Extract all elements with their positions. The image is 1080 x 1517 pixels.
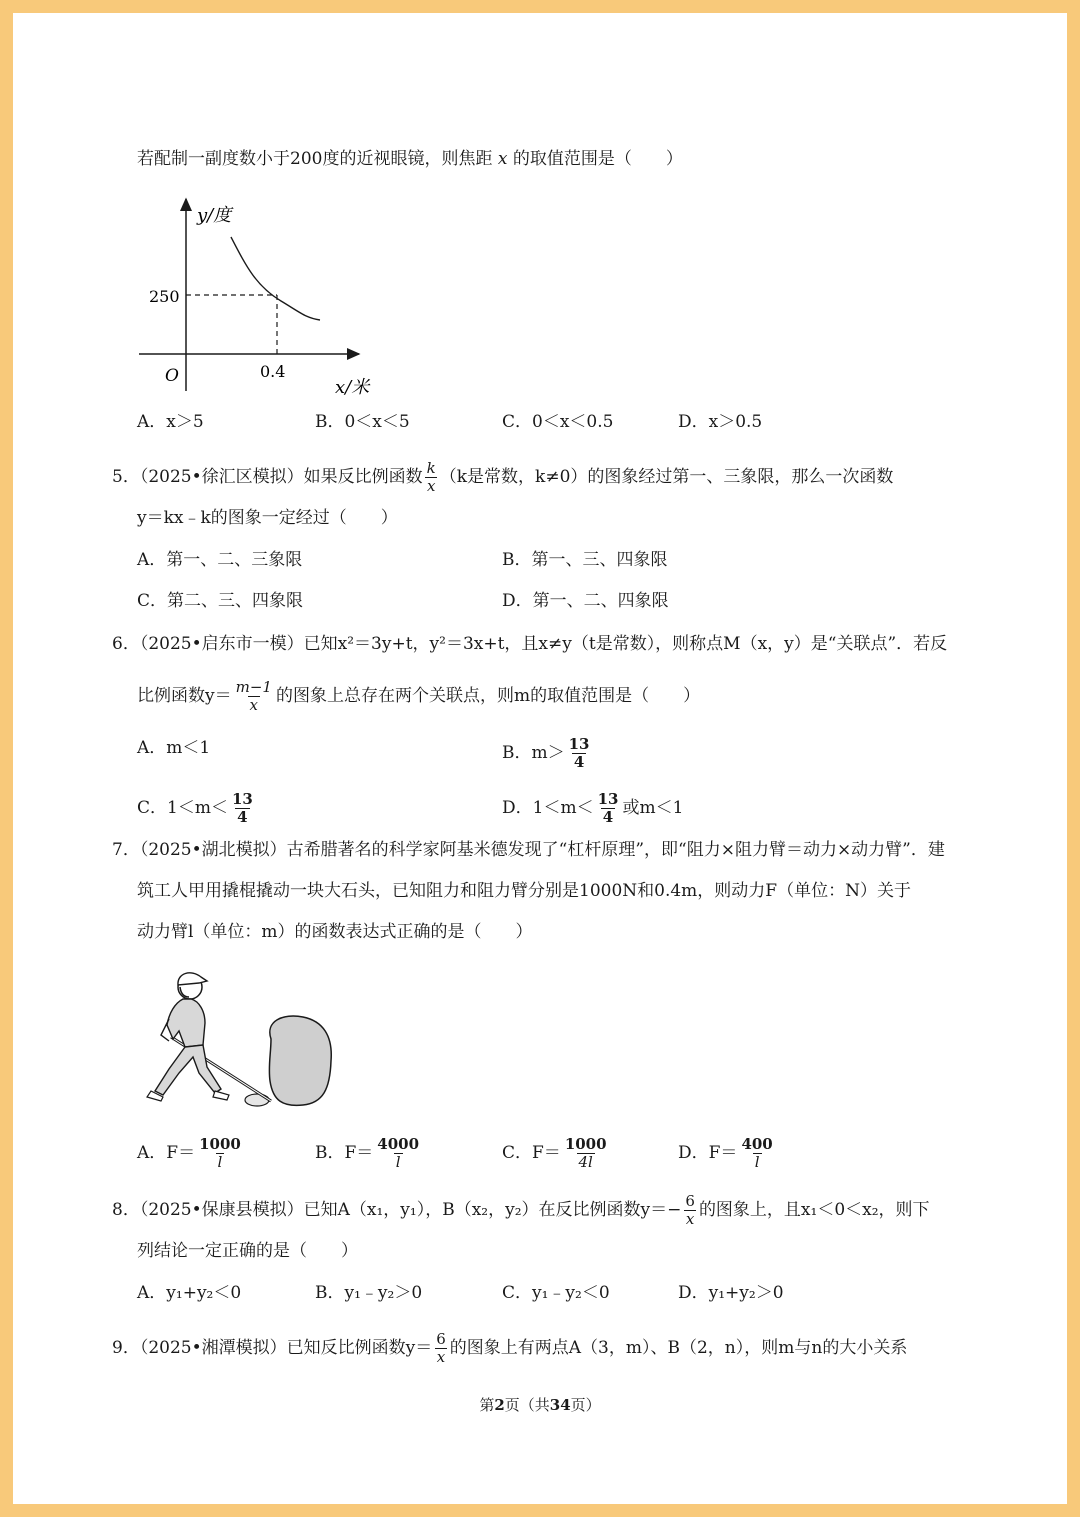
q4-option-c: C．0＜x＜0.5 <box>502 412 614 432</box>
q7-option-a: A．F＝ $\frac{1000}{l}$ <box>137 1135 241 1171</box>
total-page-count: 34 <box>549 1396 571 1414</box>
q4-option-a: A．x＞5 <box>137 412 204 432</box>
q6-option-b: B．m＞ $\frac{13}{4}$ <box>502 735 590 771</box>
q5-line2: y＝kx﹣k的图象一定经过（ ） <box>137 508 398 528</box>
q8-option-d: D．y₁+y₂＞0 <box>678 1283 784 1303</box>
q5-option-d: D．第一、二、四象限 <box>502 591 669 611</box>
q6-source: （2025•启东市一模） <box>139 634 304 654</box>
y-axis-label: y/度 <box>197 205 232 226</box>
q4-option-d: D．x＞0.5 <box>678 412 763 432</box>
page-footer: 第2页（共34页） <box>479 1396 601 1414</box>
q8-line1: 8．（2025•保康县模拟）已知A（x₁，y₁），B（x₂，y₂）在反比例函数y＝− $\frac{6}{x}$ 的图象上，且x₁＜0＜x₂，则下 <box>112 1192 930 1228</box>
origin-label: O <box>165 366 179 386</box>
q7-line3: 动力臂l（单位：m）的函数表达式正确的是（ ） <box>137 922 533 942</box>
worker-body <box>167 999 205 1047</box>
q7-line1: 7．（2025•湖北模拟）古希腊著名的科学家阿基米德发现了“杠杆原理”，即“阻力×阻力臂＝动力×动力臂”．建 <box>112 840 945 860</box>
q6-fraction: $\frac{m-1}{x}$ <box>235 678 272 714</box>
q5-fraction: $\frac{k}{x}$ <box>426 459 436 495</box>
x-tick-label: 0.4 <box>260 362 286 381</box>
document-page <box>13 13 1067 1504</box>
x-axis-label: x/米 <box>335 377 370 398</box>
q6-line2: 比例函数y＝ $\frac{m-1}{x}$ 的图象上总存在两个关联点，则m的取值范围是（ ） <box>137 678 701 714</box>
lever-worker-illustration <box>133 961 343 1116</box>
q8-source: （2025•保康县模拟） <box>139 1200 304 1220</box>
q9-source: （2025•湘潭模拟） <box>139 1338 287 1358</box>
q6-number: 6． <box>112 634 140 654</box>
q8-option-b: B．y₁﹣y₂＞0 <box>315 1283 423 1303</box>
q4-stem: 若配制一副度数小于200度的近视眼镜，则焦距 x 的取值范围是（ ） <box>137 149 683 169</box>
q5-source: （2025•徐汇区模拟） <box>139 467 304 487</box>
q5-line1: 5．（2025•徐汇区模拟）如果反比例函数 $\frac{k}{x}$ （k是常数，k≠0）的图象经过第一、三象限，那么一次函数 <box>112 459 894 495</box>
q4-graph <box>131 191 391 401</box>
q8-line2: 列结论一定正确的是（ ） <box>137 1241 358 1261</box>
q8-option-c: C．y₁﹣y₂＜0 <box>502 1283 610 1303</box>
q8-option-a: A．y₁+y₂＜0 <box>137 1283 242 1303</box>
q7-number: 7． <box>112 840 140 860</box>
q9-line1: 9．（2025•湘潭模拟）已知反比例函数y＝ $\frac{6}{x}$ 的图象上有两点A（3，m）、B（2，n），则m与n的大小关系 <box>112 1330 908 1366</box>
q5-option-c: C．第二、三、四象限 <box>137 591 304 611</box>
q7-line2: 筑工人甲用撬棍撬动一块大石头，已知阻力和阻力臂分别是1000N和0.4m，则动力F（单位：N）关于 <box>137 881 911 901</box>
q8-number: 8． <box>112 1200 140 1220</box>
q5-option-b: B．第一、三、四象限 <box>502 550 668 570</box>
q9-number: 9． <box>112 1338 140 1358</box>
q6-option-d: D．1＜m＜ $\frac{13}{4}$ 或m＜1 <box>502 790 684 826</box>
worker-legs <box>155 1045 221 1095</box>
q6-option-c: C．1＜m＜ $\frac{13}{4}$ <box>137 790 253 826</box>
q7-option-c: C．F＝ $\frac{1000}{4l}$ <box>502 1135 607 1171</box>
q6-option-a: A．m＜1 <box>137 738 211 758</box>
boulder <box>269 1016 331 1105</box>
q9-fraction: $\frac{6}{x}$ <box>436 1330 446 1366</box>
q8-fraction: $\frac{6}{x}$ <box>685 1192 695 1228</box>
y-tick-label: 250 <box>149 287 180 306</box>
q5-number: 5． <box>112 467 140 487</box>
current-page-number: 2 <box>494 1396 505 1414</box>
q4-option-b: B．0＜x＜5 <box>315 412 410 432</box>
q7-option-b: B．F＝ $\frac{4000}{l}$ <box>315 1135 420 1171</box>
q6-line1: 6．（2025•启东市一模）已知x²＝3y+t，y²＝3x+t，且x≠y（t是常数），则称点M（x，y）是“关联点”．若反 <box>112 634 948 654</box>
q5-option-a: A．第一、二、三象限 <box>137 550 303 570</box>
q7-option-d: D．F＝ $\frac{400}{l}$ <box>678 1135 773 1171</box>
q7-source: （2025•湖北模拟） <box>139 840 287 860</box>
hyperbola-curve <box>231 237 320 320</box>
